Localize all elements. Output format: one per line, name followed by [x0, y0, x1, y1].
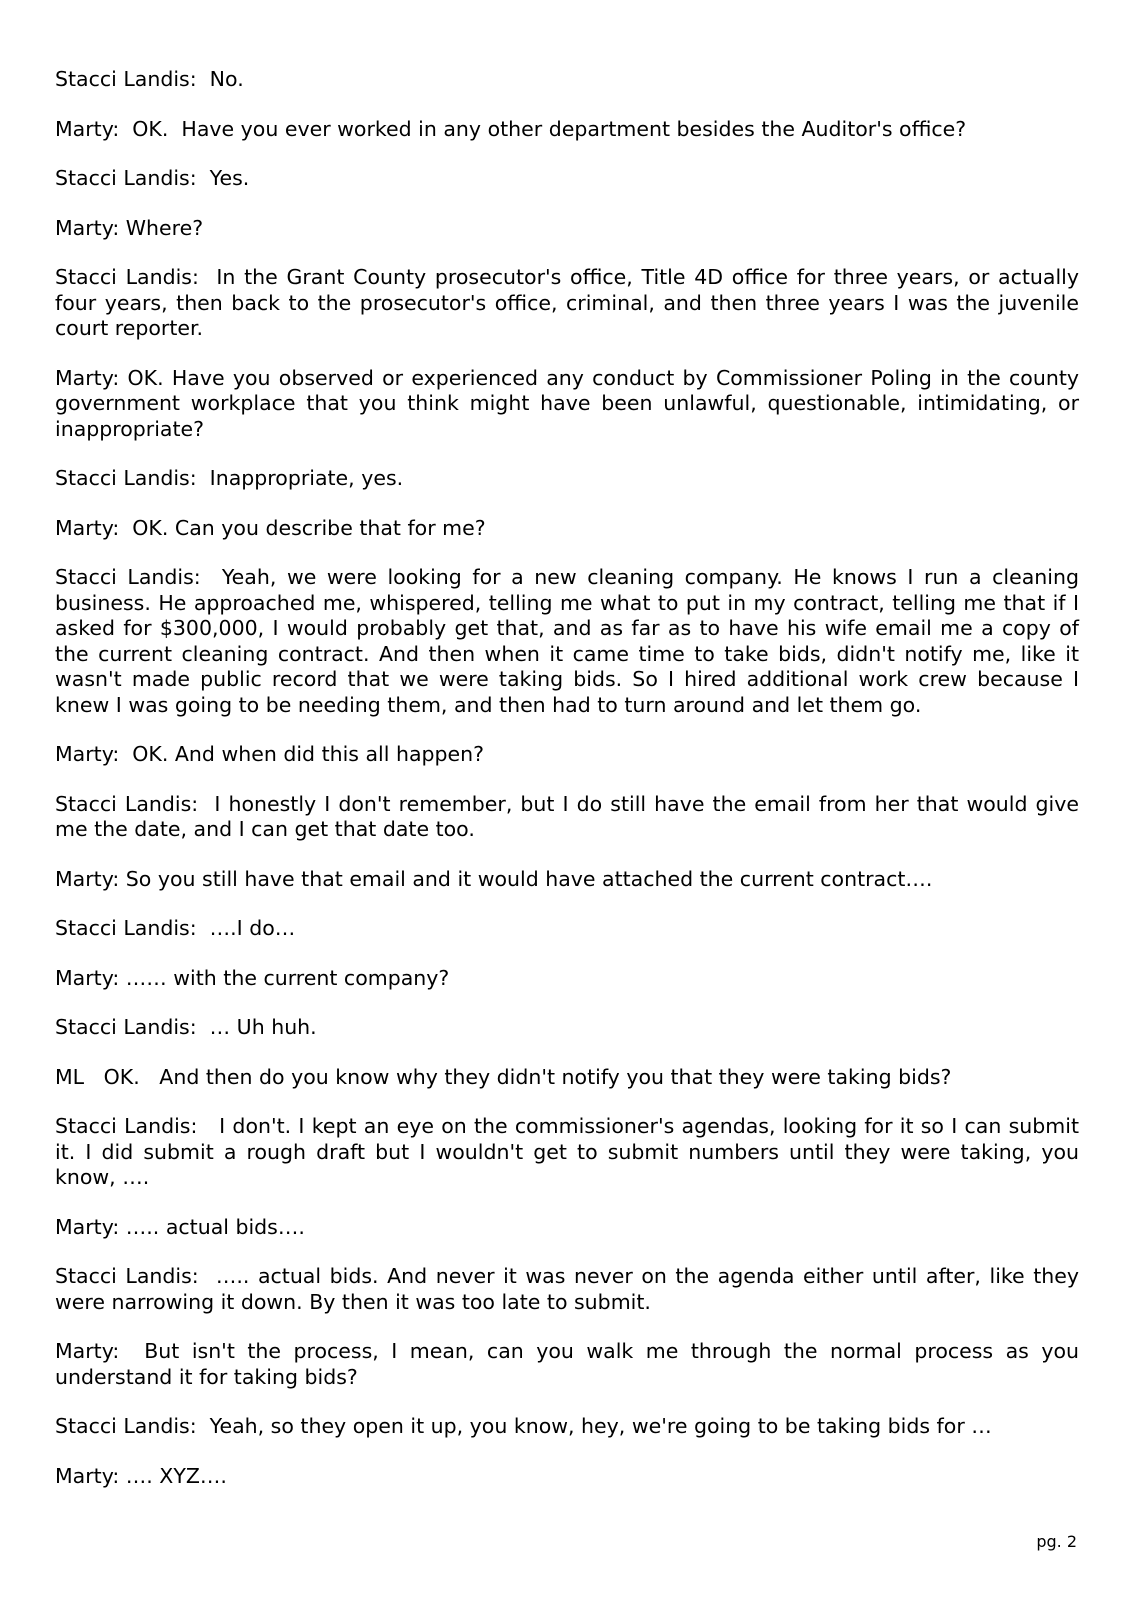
- transcript-paragraph: Marty: So you still have that email and it would have attached the current contract….: [55, 866, 933, 891]
- page-number: pg. 2: [1036, 1532, 1077, 1551]
- transcript-page: [55, 67, 1086, 1513]
- transcript-paragraph: Stacci Landis: No.: [55, 67, 244, 91]
- transcript-paragraph: Stacci Landis: I don't. I kept an eye on the commissioner's agendas, looking for it so I can submit it. I did submit a rough draft but I wouldn't get to submit numbers until they were taking, you know, ….: [55, 1114, 1086, 1189]
- transcript-paragraph: Stacci Landis: Yes.: [55, 166, 250, 190]
- transcript-paragraph: Marty: …… with the current company?: [55, 965, 450, 990]
- transcript-paragraph: Marty: OK. And when did this all happen?: [55, 742, 485, 766]
- transcript-paragraph: Stacci Landis: I honestly I don't remember, but I do still have the email from her that would give me the date, and I can get that date too.: [55, 791, 1086, 841]
- transcript-paragraph: Marty: ….. actual bids….: [55, 1214, 305, 1239]
- transcript-paragraph: Marty: …. XYZ….: [55, 1463, 227, 1488]
- transcript-paragraph: ML OK. And then do you know why they didn't notify you that they were taking bids?: [55, 1064, 952, 1089]
- transcript-paragraph: Stacci Landis: Yeah, we were looking for a new cleaning company. He knows I run a cleaning business. He approached me, whispered, telling me what to put in my contract, telling me that if I asked for $300,000, I would probably get that, and as far as to have his wife email me a copy of the current cleaning contract. And then when it came time to take bids, didn't notify me, like it wasn't made public record that we were taking bids. So I hired additional work crew because I knew I was going to be needing them, and then had to turn around and let them go.: [55, 565, 1086, 717]
- transcript-paragraph: Marty: But isn't the process, I mean, can you walk me through the normal process as you understand it for taking bids?: [55, 1339, 1086, 1389]
- transcript-paragraph: Marty: OK. Can you describe that for me?: [55, 515, 486, 540]
- transcript-paragraph: Stacci Landis: Inappropriate, yes.: [55, 466, 404, 490]
- transcript-paragraph: Stacci Landis: ….I do…: [55, 916, 296, 940]
- transcript-paragraph: Marty: OK. Have you observed or experienced any conduct by Commissioner Poling in the county government workplace that you think might have been unlawful, questionable, intimidating, or inappropriate?: [55, 365, 1086, 441]
- transcript-paragraph: Stacci Landis: In the Grant County prosecutor's office, Title 4D office for three years, or actually four years, then back to the prosecutor's office, criminal, and then three years I was the juvenile court reporter.: [55, 265, 1086, 340]
- transcript-paragraph: Marty: Where?: [55, 215, 204, 240]
- transcript-paragraph: Stacci Landis: Yeah, so they open it up, you know, hey, we're going to be taking bids for …: [55, 1414, 992, 1438]
- transcript-paragraph: Stacci Landis: ….. actual bids. And never it was never on the agenda either until after, like they were narrowing it down. By then it was too late to submit.: [55, 1264, 1086, 1314]
- transcript-paragraph: Marty: OK. Have you ever worked in any other department besides the Auditor's office?: [55, 116, 967, 141]
- transcript-paragraph: Stacci Landis: … Uh huh.: [55, 1015, 317, 1039]
